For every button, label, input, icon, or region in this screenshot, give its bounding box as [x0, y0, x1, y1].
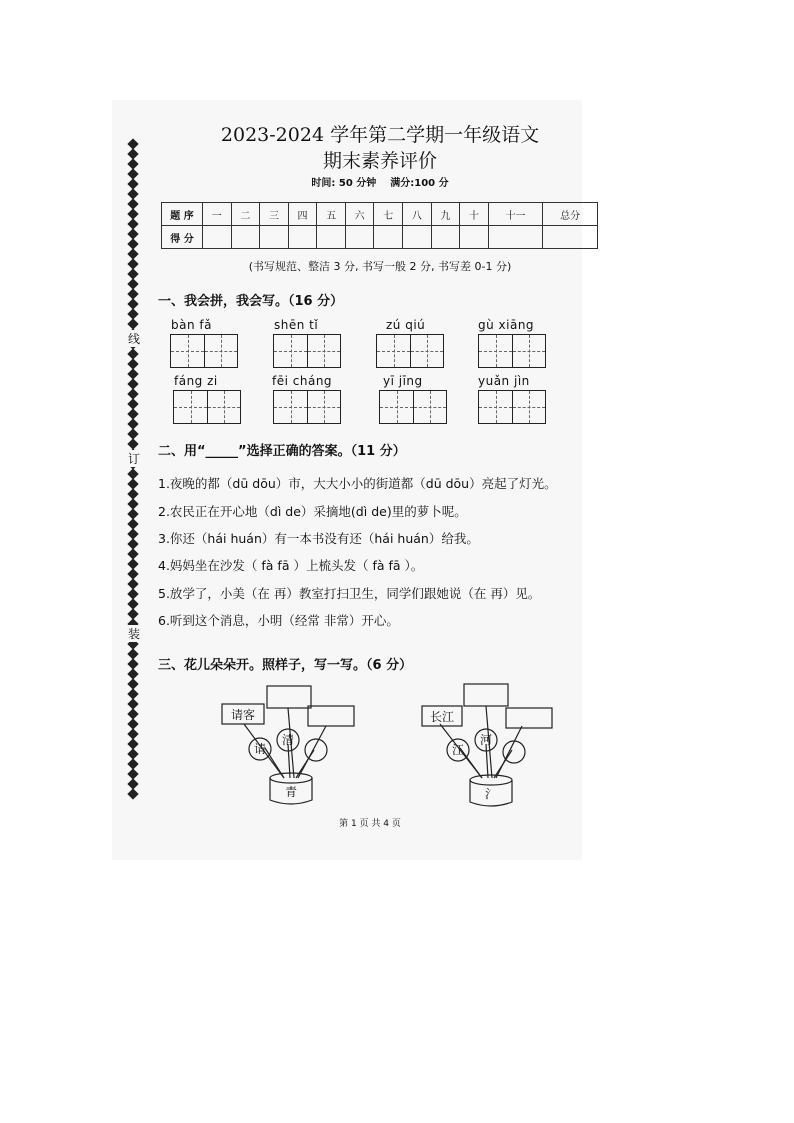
pinyin-label: bàn fǎ [171, 318, 212, 332]
binding-diamond [127, 678, 138, 689]
binding-diamond [127, 478, 138, 489]
score-cell[interactable] [374, 226, 403, 249]
flower1-pot: 青 [284, 785, 298, 799]
col-header: 三 [260, 203, 289, 226]
col-header: 九 [431, 203, 460, 226]
binding-diamond [127, 508, 138, 519]
writing-grid[interactable] [170, 334, 238, 368]
score-table [161, 202, 598, 249]
question-line: 5.放学了，小美（在 再）教室打扫卫生，同学们跟她说（在 再）见。 [158, 586, 541, 601]
col-header: 六 [345, 203, 374, 226]
binding-diamond [127, 568, 138, 579]
word-box-blank[interactable] [308, 706, 354, 726]
exam-subtitle: 期末素养评价 [322, 150, 437, 172]
exam-title: 2023-2024 学年第二学期一年级语文 [220, 124, 540, 146]
binding-diamond [127, 198, 138, 209]
question-line: 6.听到这个消息，小明（经常 非常）开心。 [158, 613, 399, 628]
writing-grid[interactable] [379, 390, 447, 424]
binding-diamond [127, 698, 138, 709]
score-cell[interactable] [317, 226, 346, 249]
score-cell[interactable] [431, 226, 460, 249]
pinyin-label: fēi cháng [272, 374, 333, 388]
writing-grid[interactable] [273, 334, 341, 368]
question-line: 2.农民正在开心地（dì de）采摘地(dì de)里的萝卜呢。 [158, 504, 467, 519]
binding-diamond [127, 488, 138, 499]
word-box-blank[interactable] [267, 686, 311, 708]
flower1-word: 请客 [230, 708, 256, 722]
binding-diamond [127, 738, 138, 749]
binding-diamond [127, 378, 138, 389]
col-header: 五 [317, 203, 346, 226]
writing-note: (书写规范、整洁 3 分, 书写一般 2 分, 书写差 0-1 分) [248, 260, 512, 273]
binding-diamond [127, 518, 138, 529]
binding-diamond [127, 438, 138, 449]
binding-diamond [127, 348, 138, 359]
binding-diamond [127, 548, 138, 559]
col-header: 十一 [488, 203, 543, 226]
binding-diamond [127, 158, 138, 169]
score-cell[interactable] [488, 226, 543, 249]
time-label: 时间: 50 分钟 [311, 178, 377, 189]
binding-diamond [127, 148, 138, 159]
binding-diamond [127, 588, 138, 599]
writing-grid[interactable] [478, 390, 546, 424]
binding-diamond [127, 418, 138, 429]
writing-grid[interactable] [478, 334, 546, 368]
score-table-score-row [162, 226, 598, 249]
binding-diamond [127, 748, 138, 759]
col-header: 十 [460, 203, 489, 226]
binding-diamond [127, 538, 138, 549]
flower1-circle2: 清 [281, 733, 295, 747]
binding-diamond [127, 368, 138, 379]
flower-diagrams [210, 678, 580, 813]
score-cell[interactable] [543, 226, 598, 249]
col-header: 四 [288, 203, 317, 226]
score-cell[interactable] [403, 226, 432, 249]
binding-diamond [127, 608, 138, 619]
binding-diamond [127, 718, 138, 729]
binding-diamond [127, 558, 138, 569]
flower2-pot: 氵 [484, 787, 498, 801]
col-header: 一 [203, 203, 232, 226]
binding-diamond [127, 238, 138, 249]
binding-diamond [127, 168, 138, 179]
col-header: 七 [374, 203, 403, 226]
section3-title: 三、花儿朵朵开。照样子，写一写。（6 分） [158, 658, 413, 673]
flower2-circle1: 江 [451, 743, 465, 757]
binding-diamond [127, 768, 138, 779]
binding-diamond [127, 298, 138, 309]
question-line: 4.妈妈坐在沙发（ fà fā ）上梳头发（ fà fā ）。 [158, 558, 424, 573]
binding-diamond [127, 358, 138, 369]
flower1-circle1: 请 [253, 742, 267, 756]
score-cell[interactable] [231, 226, 260, 249]
binding-diamond [127, 398, 138, 409]
pot-top [270, 773, 312, 783]
binding-diamond [127, 598, 138, 609]
pinyin-label: zú qiú [386, 318, 426, 332]
binding-diamond [127, 288, 138, 299]
binding-diamond [127, 228, 138, 239]
word-box-blank[interactable] [506, 708, 552, 728]
binding-diamond [127, 208, 138, 219]
pinyin-label: yī jīng [383, 374, 423, 388]
binding-diamond [127, 268, 138, 279]
score-cell[interactable] [260, 226, 289, 249]
binding-diamond [127, 788, 138, 799]
col-header: 总分 [543, 203, 598, 226]
binding-diamond [127, 658, 138, 669]
binding-diamond [127, 728, 138, 739]
binding-label-ding: 订 [127, 452, 140, 466]
binding-diamond [127, 778, 138, 789]
binding-diamond [127, 278, 138, 289]
binding-diamond [127, 468, 138, 479]
flower2-word: 长江 [429, 710, 455, 724]
binding-diamond [127, 708, 138, 719]
exam-time-score [180, 174, 580, 189]
score-cell[interactable] [460, 226, 489, 249]
page-footer: 第 1 页 共 4 页 [339, 819, 401, 829]
binding-diamond [127, 498, 138, 509]
binding-diamond [127, 408, 138, 419]
binding-diamond [127, 688, 138, 699]
writing-grid[interactable] [273, 390, 341, 424]
writing-grid[interactable] [376, 334, 444, 368]
binding-diamond [127, 258, 138, 269]
binding-diamond [127, 648, 138, 659]
binding-diamond [127, 428, 138, 439]
binding-diamond [127, 578, 138, 589]
binding-diamond [127, 188, 138, 199]
full-score-label: 满分:100 分 [390, 178, 449, 189]
question-line: 3.你还（hái huán）有一本书没有还（hái huán）给我。 [158, 531, 479, 546]
section1-title: 一、我会拼，我会写。（16 分） [158, 294, 344, 309]
char-circle-blank[interactable] [503, 741, 525, 763]
char-circle-blank[interactable] [305, 739, 327, 761]
section2-title: 二、用“_____”选择正确的答案。（11 分） [158, 444, 406, 459]
writing-grid[interactable] [173, 390, 241, 424]
pinyin-label: gù xiāng [478, 318, 535, 332]
score-cell[interactable] [203, 226, 232, 249]
pinyin-label: yuǎn jìn [478, 374, 530, 388]
binding-diamond [127, 248, 138, 259]
binding-diamond [127, 528, 138, 539]
pot-top [470, 775, 512, 785]
pinyin-label: shēn tǐ [274, 318, 319, 332]
binding-label-zhuang: 装 [127, 627, 140, 641]
binding-diamond [127, 668, 138, 679]
question-line: 1.夜晚的都（dū dōu）市，大大小小的街道都（dū dōu）亮起了灯光。 [158, 476, 557, 491]
binding-diamond [127, 758, 138, 769]
col-header: 八 [403, 203, 432, 226]
binding-margin [126, 140, 142, 800]
binding-diamond [127, 318, 138, 329]
flower2-circle2: 河 [479, 733, 493, 747]
pinyin-label: fáng zi [174, 374, 218, 388]
score-cell[interactable] [345, 226, 374, 249]
score-table-header-row [162, 203, 598, 226]
binding-label-xian: 线 [127, 332, 140, 346]
row-header-score: 得 分 [162, 226, 203, 249]
word-box-blank[interactable] [464, 684, 508, 706]
binding-diamond [127, 388, 138, 399]
binding-diamond [127, 218, 138, 229]
binding-diamond [127, 138, 138, 149]
score-cell[interactable] [288, 226, 317, 249]
col-header: 二 [231, 203, 260, 226]
binding-diamond [127, 308, 138, 319]
binding-diamond [127, 178, 138, 189]
row-header-question: 题 序 [162, 203, 203, 226]
